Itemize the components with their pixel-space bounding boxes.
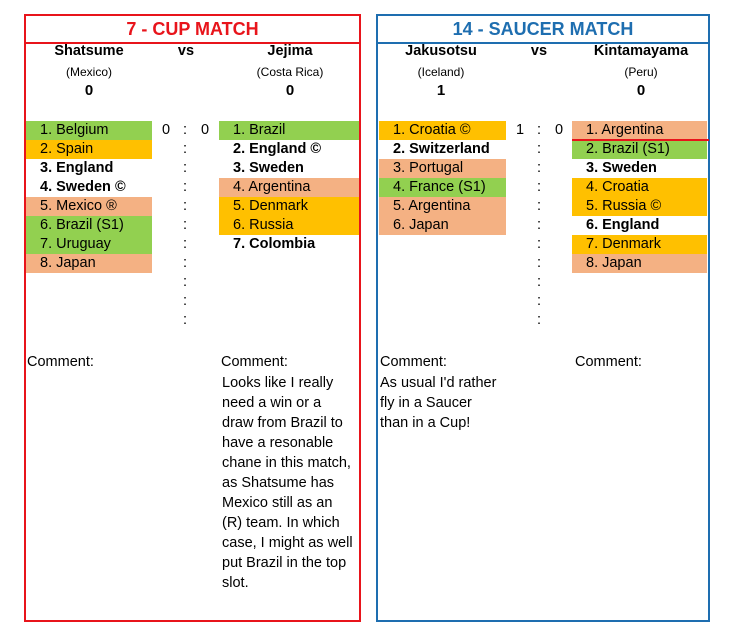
saucer-away-total-score: 0 [636,82,646,99]
saucer-colon-4: : [536,198,542,214]
cup-colon-10: : [182,312,188,328]
saucer-away-team-2: 2. Brazil (S1) [572,140,707,159]
saucer-home-team-4: 4. France (S1) [379,178,506,197]
cup-away-team-4: 4. Argentina [219,178,359,197]
cup-colon-5: : [182,217,188,233]
saucer-match-away-goals: 0 [554,122,564,138]
saucer-home-player-name: Jakusotsu [405,43,477,59]
cup-colon-3: : [182,179,188,195]
cup-away-team-1: 1. Brazil [219,121,359,140]
cup-match-away-goals: 0 [200,122,210,138]
cup-away-team-3: 3. Sweden [233,160,304,176]
cup-home-team-2: 2. Spain [26,140,152,159]
saucer-colon-1: : [536,141,542,157]
saucer-colon-6: : [536,236,542,252]
saucer-home-team-5: 5. Argentina [379,197,506,216]
saucer-colon-3: : [536,179,542,195]
saucer-vs-label: vs [530,43,548,59]
saucer-home-team-3: 3. Portugal [379,159,506,178]
saucer-home-team-2: 2. Switzerland [393,141,490,157]
cup-home-comment-label: Comment: [27,354,94,370]
cup-home-team-3: 3. England [40,160,114,176]
saucer-away-team-3: 3. Sweden [586,160,657,176]
cup-colon-9: : [182,293,188,309]
cup-home-team-4: 4. Sweden © [40,179,126,195]
cup-away-comment-label: Comment: [221,354,288,370]
saucer-away-comment-label: Comment: [575,354,642,370]
cup-away-team-7: 7. Colombia [233,236,316,252]
saucer-away-strike-line [572,139,709,141]
cup-home-team-list [26,121,152,273]
saucer-home-country: (Iceland) [417,65,465,79]
cup-vs-label: vs [177,43,195,59]
saucer-away-team-8: 8. Japan [572,254,707,273]
cup-colon-4: : [182,198,188,214]
saucer-home-team-1: 1. Croatia © [379,121,506,140]
cup-home-player-name: Shatsume [54,43,124,59]
cup-match-home-goals: 0 [161,122,171,138]
saucer-colon-8: : [536,274,542,290]
cup-colon-7: : [182,255,188,271]
cup-home-team-5: 5. Mexico ® [26,197,152,216]
saucer-colon-9: : [536,293,542,309]
cup-match-title: 7 - CUP MATCH [26,16,359,44]
saucer-colon-2: : [536,160,542,176]
cup-colon-1: : [182,141,188,157]
cup-colon-8: : [182,274,188,290]
cup-away-country: (Costa Rica) [256,65,324,79]
saucer-colon-7: : [536,255,542,271]
cup-away-team-2: 2. England © [233,141,322,157]
saucer-away-country: (Peru) [624,65,658,79]
saucer-away-team-7: 7. Denmark [572,235,707,254]
saucer-home-team-6: 6. Japan [379,216,506,235]
cup-away-team-5: 5. Denmark [219,197,359,216]
cup-colon-2: : [182,160,188,176]
saucer-match-score-separator: : [536,122,542,138]
saucer-match-title: 14 - SAUCER MATCH [378,16,708,44]
cup-home-team-1: 1. Belgium [26,121,152,140]
saucer-away-team-5: 5. Russia © [572,197,707,216]
cup-match-score-separator: : [182,122,188,138]
saucer-home-total-score: 1 [436,82,446,99]
saucer-home-team-list [379,121,506,235]
saucer-away-player-name: Kintamayama [593,43,689,59]
cup-colon-6: : [182,236,188,252]
saucer-away-team-1: 1. Argentina [572,121,707,140]
cup-away-player-name: Jejima [267,43,313,59]
saucer-colon-10: : [536,312,542,328]
saucer-home-comment-text: As usual I'd rather fly in a Saucer than in a Cup! [380,375,497,431]
cup-away-team-6: 6. Russia [219,216,359,235]
saucer-away-team-4: 4. Croatia [572,178,707,197]
cup-away-total-score: 0 [285,82,295,99]
cup-home-total-score: 0 [84,82,94,99]
cup-away-comment-text: Looks like I really need a win or a draw from Brazil to have a resonable chane in this match, as Shatsume has Mexico still as an (R) team. In which case, I might as well put Brazil in the top slot. [222,375,353,591]
cup-home-team-8: 8. Japan [26,254,152,273]
saucer-away-team-6: 6. England [586,217,660,233]
cup-home-country: (Mexico) [65,65,112,79]
saucer-match-home-goals: 1 [515,122,525,138]
saucer-home-comment-label: Comment: [380,354,447,370]
cup-home-team-7: 7. Uruguay [26,235,152,254]
cup-away-team-list [219,121,359,254]
saucer-colon-5: : [536,217,542,233]
saucer-away-team-list [572,121,707,273]
cup-home-team-6: 6. Brazil (S1) [26,216,152,235]
